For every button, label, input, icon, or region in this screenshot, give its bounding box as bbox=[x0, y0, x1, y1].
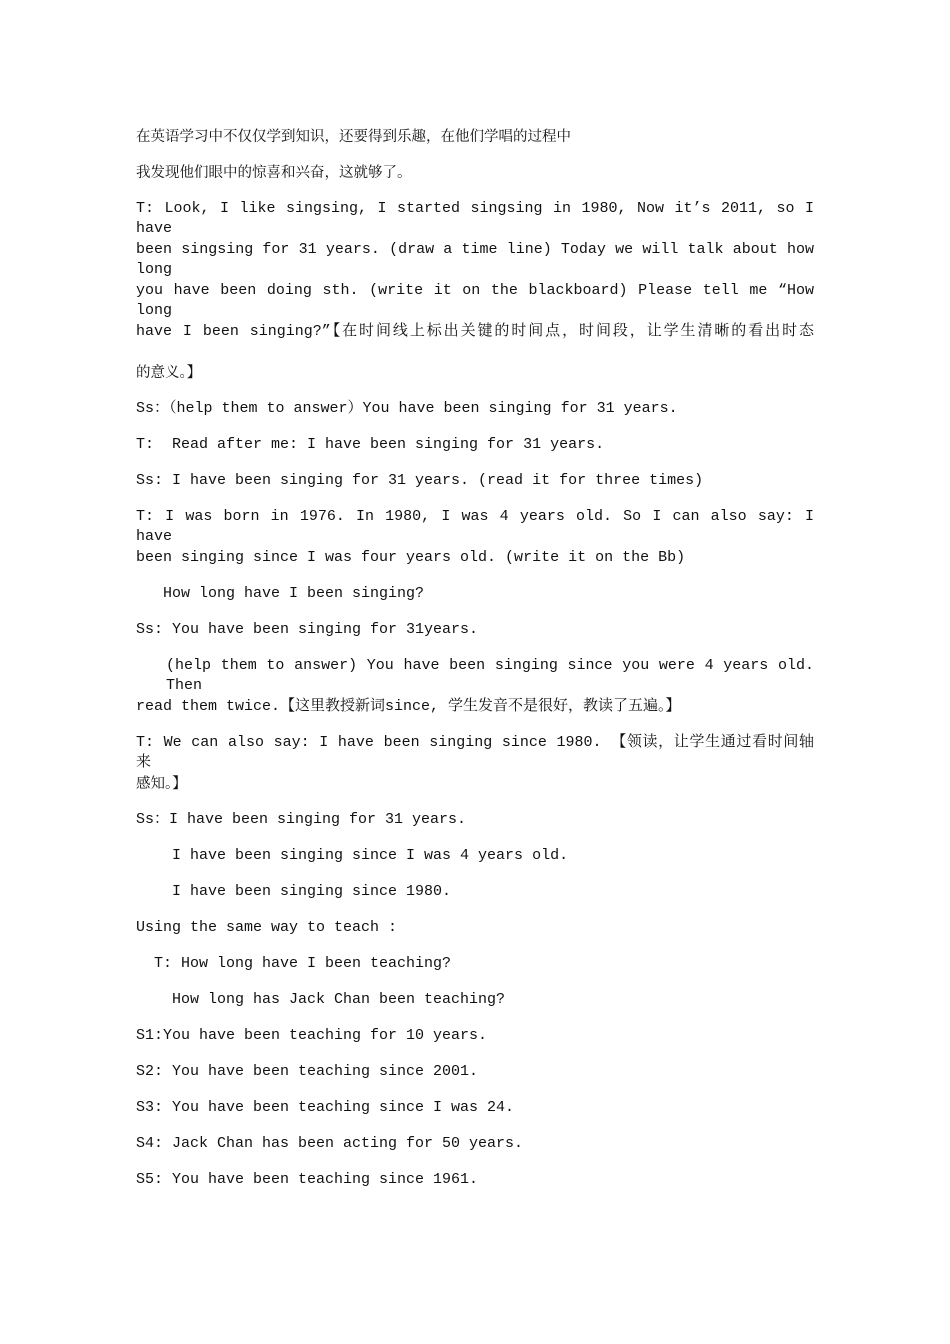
text-line-29: S5: You have been teaching since 1961. bbox=[136, 1171, 479, 1188]
text-line-6: have I been singing?”【在时间线上标出关键的时间点，时间段，让学生清晰的看出时态 bbox=[136, 323, 814, 340]
text-line-12: been singing since I was four years old. (write it on the Bb) bbox=[136, 549, 686, 566]
text-line-1: 在英语学习中不仅仅学到知识，还要得到乐趣，在他们学唱的过程中 bbox=[136, 129, 571, 145]
text-line-4: been singsing for 31 years. (draw a time line) Today we will talk about how long bbox=[136, 241, 814, 278]
text-line-27: S3: You have been teaching since I was 24. bbox=[136, 1099, 515, 1116]
text-line-16: read them twice.【这里教授新词since, 学生发音不是很好，教读了五遍。】 bbox=[136, 698, 681, 715]
text-line-20: I have been singing since I was 4 years old. bbox=[136, 847, 569, 864]
text-line-11: T: I was born in 1976. In 1980, I was 4 years old. So I can also say: I have bbox=[136, 508, 814, 545]
text-line-7: 的意义。】 bbox=[136, 365, 202, 381]
text-line-9: T: Read after me: I have been singing for 31 years. bbox=[136, 436, 605, 453]
text-line-13: How long have I been singing? bbox=[136, 585, 425, 602]
text-line-8: Ss：（help them to answer）You have been singing for 31 years. bbox=[136, 400, 678, 417]
text-line-10: Ss: I have been singing for 31 years. (read it for three times) bbox=[136, 472, 704, 489]
text-line-15: (help them to answer) You have been singing since you were 4 years old. Then bbox=[166, 657, 814, 694]
text-line-5: you have been doing sth. (write it on the blackboard) Please tell me “How long bbox=[136, 282, 814, 319]
text-line-18: 感知。】 bbox=[136, 776, 187, 792]
text-line-24: How long has Jack Chan been teaching? bbox=[136, 991, 506, 1008]
text-line-3: T: Look, I like singsing, I started singsing in 1980, Now it’s 2011, so I have bbox=[136, 200, 814, 237]
text-line-26: S2: You have been teaching since 2001. bbox=[136, 1063, 479, 1080]
text-line-28: S4: Jack Chan has been acting for 50 years. bbox=[136, 1135, 524, 1152]
text-line-19: Ss：I have been singing for 31 years. bbox=[136, 811, 467, 828]
text-line-17: T: We can also say: I have been singing since 1980. 【领读，让学生通过看时间轴来 bbox=[136, 734, 814, 771]
text-line-22: Using the same way to teach : bbox=[136, 919, 398, 936]
text-line-25: S1:You have been teaching for 10 years. bbox=[136, 1027, 488, 1044]
text-line-14: Ss: You have been singing for 31years. bbox=[136, 621, 479, 638]
text-line-21: I have been singing since 1980. bbox=[136, 883, 452, 900]
text-line-2: 我发现他们眼中的惊喜和兴奋，这就够了。 bbox=[136, 165, 412, 181]
text-line-23: T: How long have I been teaching? bbox=[136, 955, 452, 972]
